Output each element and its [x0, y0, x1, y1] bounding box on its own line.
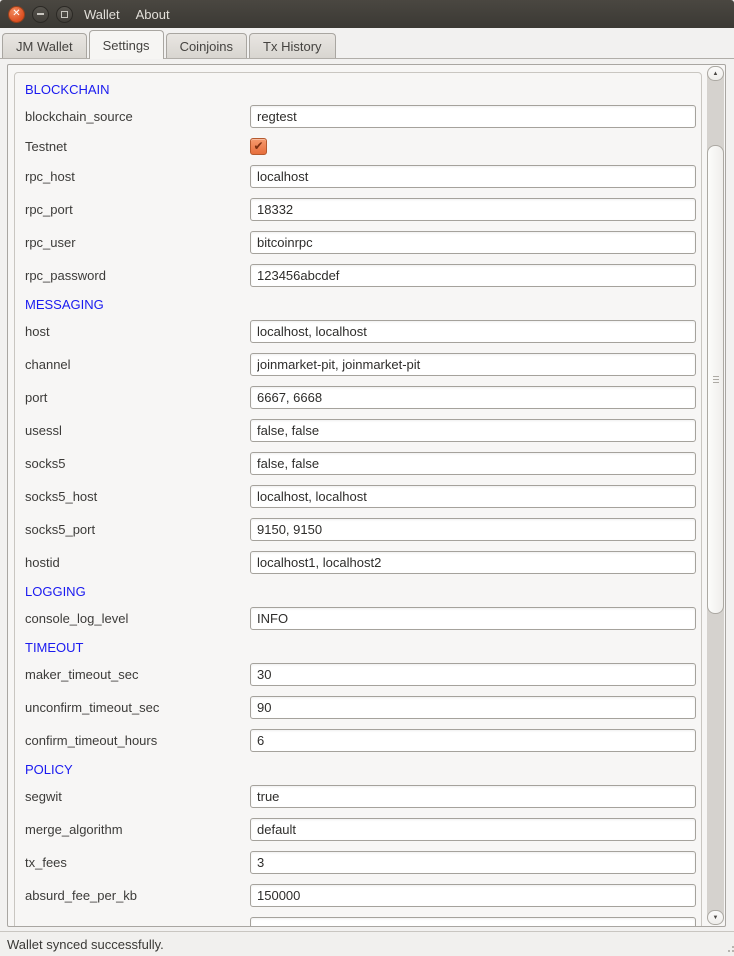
field-label: rpc_user	[25, 235, 76, 250]
field-input-merge-algorithm[interactable]	[250, 818, 696, 841]
menu-about[interactable]: About	[135, 6, 170, 22]
vertical-scrollbar[interactable]	[707, 66, 724, 925]
field-input-hostid[interactable]	[250, 551, 696, 574]
field-label: console_log_level	[25, 611, 129, 626]
field-row	[25, 386, 696, 409]
field-input-blockchain-source[interactable]	[250, 105, 696, 128]
field-label: socks5	[25, 456, 66, 471]
tab-coinjoins[interactable]: Coinjoins	[166, 33, 247, 58]
field-label: merge_algorithm	[25, 822, 123, 837]
titlebar	[0, 0, 734, 28]
field-label: socks5_port	[25, 522, 96, 537]
field-input-unconfirm-timeout-sec[interactable]	[250, 696, 696, 719]
field-label: absurd_fee_per_kb	[25, 888, 138, 903]
field-input-host[interactable]	[250, 320, 696, 343]
field-row	[25, 785, 696, 808]
field-row	[25, 105, 696, 128]
field-row	[25, 353, 696, 376]
field-input-socks5[interactable]	[250, 452, 696, 475]
field-label: rpc_password	[25, 268, 106, 283]
maximize-icon	[61, 11, 68, 18]
field-input-rpc-user[interactable]	[250, 231, 696, 254]
tab-settings[interactable]: Settings	[89, 30, 164, 59]
field-input-partial[interactable]	[250, 917, 696, 926]
field-label: socks5_host	[25, 489, 98, 504]
close-icon: ✕	[12, 8, 21, 19]
field-row	[25, 884, 696, 907]
field-row	[25, 851, 696, 874]
resize-grip-icon[interactable]	[728, 950, 730, 952]
field-row	[25, 696, 696, 719]
field-label: blockchain_source	[25, 109, 133, 124]
field-input-usessl[interactable]	[250, 419, 696, 442]
section-heading-messaging: MESSAGING	[25, 297, 104, 312]
check-icon: ✔	[253, 138, 264, 153]
field-label: usessl	[25, 423, 62, 438]
field-label: hostid	[25, 555, 60, 570]
settings-viewport	[8, 65, 706, 926]
field-input-console-log-level[interactable]	[250, 607, 696, 630]
field-label: port	[25, 390, 48, 405]
close-button[interactable]	[8, 6, 25, 23]
scroll-down-icon: ▼	[712, 914, 719, 921]
field-label: channel	[25, 357, 71, 372]
menubar	[84, 7, 170, 22]
field-label: maker_timeout_sec	[25, 667, 139, 682]
field-label: host	[25, 324, 50, 339]
minimize-icon	[37, 13, 44, 15]
field-input-rpc-host[interactable]	[250, 165, 696, 188]
tab-bar	[0, 28, 734, 58]
field-row	[25, 419, 696, 442]
minimize-button[interactable]	[32, 6, 49, 23]
scroll-down-button[interactable]	[707, 910, 724, 925]
section-heading-logging: LOGGING	[25, 584, 86, 599]
field-row	[25, 138, 696, 155]
tab-tx-history[interactable]: Tx History	[249, 33, 336, 58]
field-row	[25, 320, 696, 343]
field-row	[25, 485, 696, 508]
field-input-port[interactable]	[250, 386, 696, 409]
field-input-rpc-port[interactable]	[250, 198, 696, 221]
field-label: rpc_port	[25, 202, 73, 217]
field-label: confirm_timeout_hours	[25, 733, 158, 748]
settings-tab-pane	[0, 58, 734, 932]
field-row	[25, 607, 696, 630]
field-row	[25, 551, 696, 574]
section-heading-policy: POLICY	[25, 762, 73, 777]
scroll-up-icon: ▲	[712, 70, 719, 77]
field-input-maker-timeout-sec[interactable]	[250, 663, 696, 686]
field-input-channel[interactable]	[250, 353, 696, 376]
testnet-checkbox[interactable]	[250, 138, 267, 155]
tab-jm-wallet[interactable]: JM Wallet	[2, 33, 87, 58]
field-row	[25, 264, 696, 287]
menu-wallet[interactable]: Wallet	[84, 6, 120, 22]
field-row	[25, 231, 696, 254]
status-bar	[0, 931, 734, 956]
section-heading-blockchain: BLOCKCHAIN	[25, 82, 110, 97]
field-input-rpc-password[interactable]	[250, 264, 696, 287]
field-row	[25, 198, 696, 221]
field-label: rpc_host	[25, 169, 75, 184]
field-row	[25, 917, 696, 926]
status-text: Wallet synced successfully.	[7, 936, 164, 952]
field-label: unconfirm_timeout_sec	[25, 700, 160, 715]
field-row	[25, 729, 696, 752]
field-input-segwit[interactable]	[250, 785, 696, 808]
field-input-confirm-timeout-hours[interactable]	[250, 729, 696, 752]
field-label: Testnet	[25, 139, 67, 154]
field-row	[25, 452, 696, 475]
field-row	[25, 165, 696, 188]
maximize-button[interactable]	[56, 6, 73, 23]
field-row	[25, 518, 696, 541]
settings-scroll-area	[7, 64, 726, 927]
scrollbar-thumb[interactable]	[707, 145, 724, 614]
section-heading-timeout: TIMEOUT	[25, 640, 84, 655]
field-label: segwit	[25, 789, 62, 804]
field-input-socks5-port[interactable]	[250, 518, 696, 541]
field-row	[25, 818, 696, 841]
field-input-tx-fees[interactable]	[250, 851, 696, 874]
field-input-absurd-fee-per-kb[interactable]	[250, 884, 696, 907]
settings-groupbox	[14, 72, 702, 926]
field-label: tx_fees	[25, 855, 67, 870]
scroll-up-button[interactable]	[707, 66, 724, 81]
window-controls	[8, 6, 73, 23]
field-row	[25, 663, 696, 686]
field-input-socks5-host[interactable]	[250, 485, 696, 508]
